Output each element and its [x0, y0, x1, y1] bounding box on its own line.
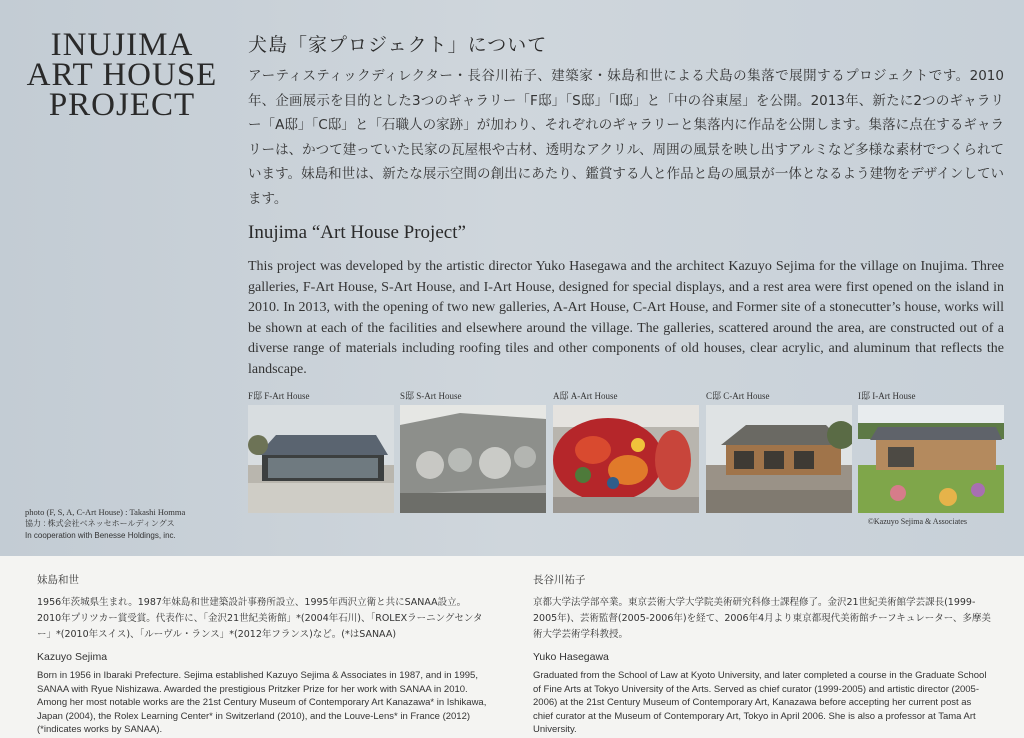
i-art-house-photo [858, 405, 1004, 513]
gallery-item-i-art-house [858, 389, 1004, 513]
bio-text-jp: 京都大学法学部卒業。東京芸術大学大学院美術研究科修士課程修了。金沢21世紀美術館学芸課長(1999-2005年)、芸術監督(2005-2006年)を経て、2006年4月より東京都現代美術館チーフキュレーター、多摩美術大学芸術学科教授。 [533, 597, 991, 640]
gallery-caption: S邸 S-Art House [400, 391, 462, 401]
s-art-house-photo [400, 405, 546, 513]
bio-text-jp: 1956年茨城県生まれ。1987年妹島和世建築設計事務所設立、1995年西沢立衛と共にSANAA設立。2010年プリツカー賞受賞。代表作に、「金沢21世紀美術館」*(2004年石川)、「ROLEXラーニングセンター」*(2010年スイス)、「ルーヴル・ランス」*(2012年フランス)など。(*はSANAA) [37, 597, 483, 640]
project-logo [22, 27, 222, 123]
gallery-caption: C邸 C-Art House [706, 391, 770, 401]
gallery-caption: F邸 F-Art House [248, 391, 310, 401]
bio-name-jp: 長谷川祐子 [533, 574, 586, 586]
bio-sejima [37, 572, 487, 737]
gallery-item-c-art-house [706, 389, 852, 513]
english-heading: Inujima “Art House Project” [248, 222, 466, 243]
bio-name-en: Yuko Hasegawa [533, 651, 609, 663]
photo-credit-line-3: In cooperation with Benesse Holdings, inc. [25, 531, 176, 540]
photo-credit-line-2: 協力 : 株式会社ベネッセホールディングス [25, 519, 175, 528]
gallery-item-a-art-house [553, 389, 699, 513]
bio-name-en: Kazuyo Sejima [37, 651, 108, 663]
bio-hasegawa [533, 572, 993, 737]
bio-text-en: Born in 1956 in Ibaraki Prefecture. Sejima established Kazuyo Sejima & Associates in 1987, and in 1995, SANAA with Ryue Nishizawa. Awarded the prestigious Pritzker Prize for her work with SANAA in 2010. Among her most notable works are the 21st Century Museum of Contemporary Art Kanazawa* in Ishikawa, Japan (2004), the Rolex Learning Center* in Switzerland (2010), and the Louve-Lens* in France (2012) (*indicates works by SANAA). [37, 670, 487, 735]
gallery-caption: I邸 I-Art House [858, 391, 916, 401]
photo-credit [25, 506, 185, 542]
logo-line-3: PROJECT [48, 87, 196, 123]
english-description: This project was developed by the artistic director Yuko Hasegawa and the architect Kazuyo Sejima for the village on Inujima. Three galleries, F-Art House, S-Art House, and I-Art House, designed for special displays, and a rest area were first opened on the island in 2010. In 2013, with the opening of two new galleries, A-Art House, C-Art House, and Former site of a stonecutter’s house, works will be shown at each of the facilities and elsewhere around the village. The galleries, scattered around the area, are constructed out of a diverse range of materials including roofing tiles and other components of old houses, clear acrylic, and aluminum that reflects the landscape. [248, 259, 1004, 377]
bio-text-en: Graduated from the School of Law at Kyoto University, and later completed a course in the Graduate School of Fine Arts at Tokyo University of the Arts. Served as chief curator (1999-2005) and artistic director (2005-2006) at the 21st Century Museum of Contemporary Art, Kanazawa before accepting her current post as chief curator at the Museum of Contemporary Art, Tokyo in April 2006. She is also a professor at Tama Art University. [533, 670, 987, 735]
japanese-description: アーティスティックディレクター・長谷川祐子、建築家・妹島和世による犬島の集落で展開するプロジェクトです。2010年、企画展示を目的とした3つのギャラリー「F邸」「S邸」「I邸」と「中の谷東屋」を公開。2013年、新たに2つのギャラリー「A邸」「C邸」と「石職人の家跡」が加わり、それぞれのギャラリーと集落内に作品を公開します。集落に点在するギャラリーは、かつて建っていた民家の瓦屋根や古材、透明なアクリル、周囲の風景を映し出すアルミなど多様な素材でつくられています。妹島和世は、新たな展示空間の創出にあたり、鑑賞する人と作品と島の風景が一体となるよう建物をデザインしています。 [248, 68, 1004, 207]
c-art-house-photo [706, 405, 852, 513]
photo-credit-line-1: photo (F, S, A, C-Art House) : Takashi Homma [25, 507, 186, 517]
logo-line-1: INUJIMA [50, 27, 194, 63]
bio-name-jp: 妹島和世 [37, 574, 79, 586]
gallery-photo-credit: ©Kazuyo Sejima & Associates [867, 517, 967, 526]
gallery-item-f-art-house [248, 389, 394, 513]
a-art-house-photo [553, 405, 699, 513]
japanese-heading: 犬島「家プロジェクト」について [248, 34, 548, 56]
gallery-photos [248, 389, 1008, 519]
f-art-house-photo [248, 405, 394, 513]
logo-line-2: ART HOUSE [26, 57, 218, 93]
gallery-caption: A邸 A-Art House [553, 391, 618, 401]
gallery-item-s-art-house [400, 389, 546, 513]
